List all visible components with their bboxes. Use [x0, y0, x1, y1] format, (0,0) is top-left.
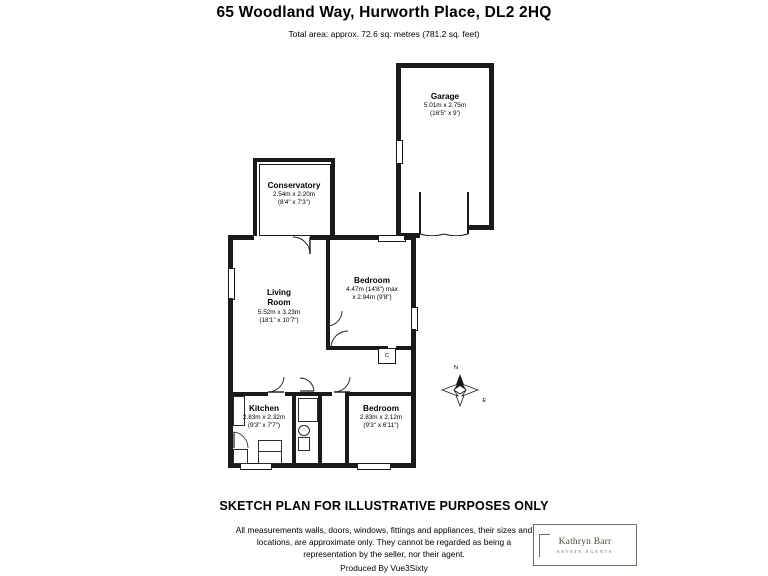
disclaimer-text	[0, 524, 768, 561]
conservatory-dim-metric: 2.54m x 2.20m	[272, 191, 316, 199]
living-room-name2: Room	[267, 298, 291, 308]
door-arc-bathroom	[298, 377, 316, 393]
conservatory-name: Conservatory	[267, 181, 321, 190]
kitchen-unit-bottom	[258, 451, 282, 464]
garage-wall-bottom-right	[468, 225, 494, 230]
bedroom2-dim-metric: 2.83m x 2.12m	[359, 414, 403, 422]
room-label-bedroom-2	[340, 404, 422, 430]
kitchen-dim-imperial: (9'3" x 7'7")	[247, 422, 281, 430]
disclaimer-line-1: All measurements walls, doors, windows, fittings and appliances, their sizes and	[235, 525, 533, 535]
cupboard-c	[378, 348, 396, 364]
internal-wall-hall-top	[322, 392, 332, 396]
bedroom2-window-bottom	[357, 463, 391, 470]
room-label-kitchen	[224, 404, 304, 430]
door-arc-bedroom2	[332, 376, 352, 394]
logo-agent-name: Kathryn Barr	[558, 536, 612, 547]
door-arc-kitchen	[266, 376, 286, 394]
garage-window-left	[396, 140, 403, 164]
bedroom2-name: Bedroom	[363, 404, 399, 413]
cupboard-label: C	[384, 353, 390, 359]
door-arc-living-hall	[326, 310, 344, 328]
room-label-living-room	[232, 288, 326, 325]
disclaimer-line-2: locations, are approximate only. They cannot be regarded as being a	[256, 537, 512, 548]
agent-logo	[533, 524, 637, 566]
kitchen-name: Kitchen	[248, 404, 280, 413]
compass-rose	[440, 365, 486, 408]
total-area-text: Total area: approx. 72.6 sq. metres (781.2 sq. feet)	[288, 29, 480, 39]
bathroom-wc	[298, 437, 310, 451]
door-arc-bedroom1-hall	[330, 330, 350, 350]
kitchen-hob	[233, 449, 248, 464]
garage-wall-right	[489, 63, 494, 230]
house-wall-left-upper	[228, 235, 233, 268]
kitchen-sink	[258, 440, 282, 452]
garage-wall-top	[396, 63, 494, 68]
internal-wall-cupboard-right	[396, 346, 416, 350]
bedroom1-window-right	[411, 307, 418, 331]
sketch-plan-note: SKETCH PLAN FOR ILLUSTRATIVE PURPOSES ONLY	[219, 499, 549, 513]
room-label-conservatory	[249, 181, 339, 207]
compass-north-label: N	[454, 365, 458, 371]
produced-by-text: Produced By Vue3Sixty	[340, 563, 428, 573]
page-title: 65 Woodland Way, Hurworth Place, DL2 2HQ	[216, 4, 552, 21]
bedroom1-window-top	[378, 235, 406, 242]
living-room-dim-imperial: (18'1" x 10'7")	[259, 316, 299, 324]
internal-wall-bedroom2-top	[349, 392, 416, 396]
door-arc-side-entrance	[233, 430, 249, 450]
garage-name: Garage	[430, 92, 460, 101]
kitchen-window-bottom	[240, 463, 272, 470]
garage-dim-imperial: (16'5" x 9')	[430, 110, 460, 118]
kitchen-dim-metric: 2.83m x 2.32m	[242, 414, 286, 422]
bedroom1-dim-imperial: x 2.94m (9'8")	[352, 294, 392, 302]
conservatory-wall-top	[253, 158, 335, 162]
room-label-bedroom-1	[328, 276, 416, 302]
internal-wall-kitchen-top-right	[285, 392, 296, 396]
garage-door-arc-right	[442, 190, 470, 236]
conservatory-dim-imperial: (8'4" x 7'3")	[277, 199, 311, 207]
compass-east-label: E	[482, 398, 486, 404]
internal-wall-bathroom-right	[318, 392, 322, 468]
bedroom1-name: Bedroom	[354, 276, 390, 285]
garage-dim-metric: 5.01m x 2.75m	[423, 102, 467, 110]
bedroom2-dim-imperial: (9'3" x 6'11")	[363, 422, 399, 430]
house-wall-top-conservatory-gap	[310, 235, 378, 240]
living-room-name: Living	[266, 288, 292, 297]
room-label-garage	[405, 92, 485, 118]
bedroom1-dim-metric: 4.47m (14'8") max	[346, 286, 398, 294]
logo-agent-subtitle: ESTATE AGENTS	[556, 548, 614, 554]
disclaimer-line-3: representation by the seller, nor their agent.	[303, 549, 465, 560]
door-arc-living-front	[292, 236, 312, 256]
living-room-dim-metric: 5.52m x 3.23m	[257, 308, 301, 316]
